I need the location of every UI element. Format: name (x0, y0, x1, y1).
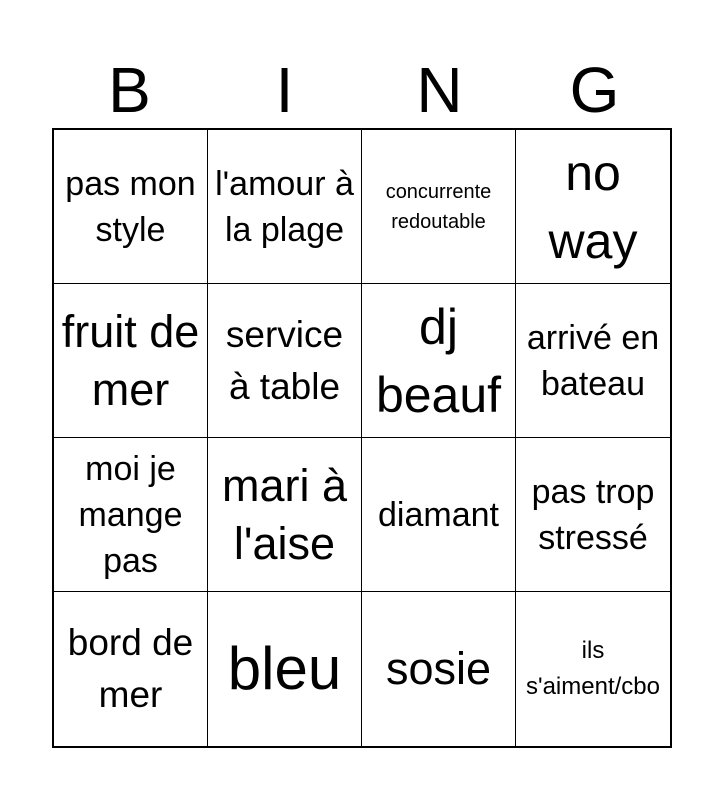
bingo-board (52, 128, 672, 748)
bingo-cell[interactable] (362, 284, 516, 438)
bingo-cell[interactable] (208, 130, 362, 284)
bingo-cell[interactable] (362, 438, 516, 592)
bingo-cell-text: dj beauf (375, 298, 502, 423)
bingo-cell-text: arrivé en bateau (526, 318, 660, 403)
header-letter-b: B (108, 54, 151, 126)
bingo-cell[interactable] (54, 284, 208, 438)
bingo-cell[interactable] (54, 592, 208, 746)
bingo-cell-text: mari à l'aise (221, 459, 348, 569)
bingo-cell-text: bord de mer (67, 622, 194, 715)
bingo-cell[interactable] (362, 592, 516, 746)
bingo-cell-text: pas trop stressé (531, 472, 655, 557)
bingo-cell[interactable] (54, 130, 208, 284)
bingo-cell-text: sosie (385, 643, 492, 694)
bingo-cell-text: service à table (225, 313, 344, 407)
bingo-cell[interactable] (516, 130, 670, 284)
bingo-cell-text: concurrente redoutable (385, 180, 492, 233)
bingo-cell[interactable] (208, 284, 362, 438)
bingo-cell-text: ils s'aiment/cbo (526, 637, 660, 700)
bingo-cell-text: moi je mange pas (78, 449, 183, 580)
bingo-cell-text: bleu (227, 635, 342, 702)
bingo-cell-text: l'amour à la plage (215, 164, 354, 249)
bingo-cell[interactable] (208, 592, 362, 746)
bingo-cell-text: diamant (378, 495, 499, 534)
bingo-cell[interactable] (516, 592, 670, 746)
header-letter-n: N (416, 54, 463, 126)
bingo-cell[interactable] (516, 438, 670, 592)
bingo-cell-text: fruit de mer (61, 305, 200, 415)
header-letter-i: I (275, 54, 294, 126)
bingo-cell[interactable] (516, 284, 670, 438)
bingo-cell-text: no way (548, 144, 638, 269)
bingo-header (52, 52, 672, 128)
bingo-cell[interactable] (208, 438, 362, 592)
bingo-cell[interactable] (362, 130, 516, 284)
bingo-cell[interactable] (54, 438, 208, 592)
header-letter-g: G (569, 54, 620, 126)
bingo-cell-text: pas mon style (65, 164, 196, 249)
